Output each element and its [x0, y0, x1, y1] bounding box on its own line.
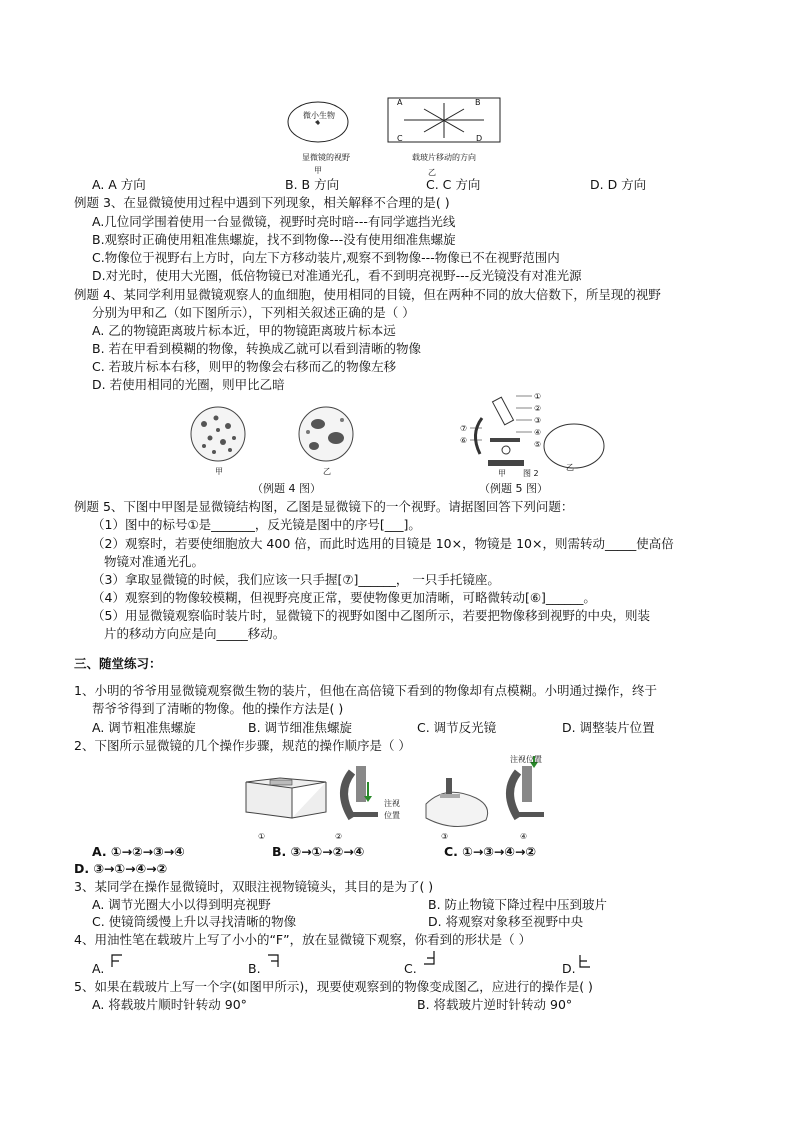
p4-stem: 4、用油性笔在载玻片上写了小小的“F”，放在显微镜下观察，你看到的形状是（ ） [74, 932, 532, 947]
fig5-num-1: ① [534, 392, 542, 401]
p1-option-b: B. 调节细准焦螺旋 [248, 720, 353, 735]
step-label-3: ③ [441, 832, 449, 841]
p2-option-d: D. ③→①→④→② [74, 861, 168, 876]
blood-field-yi [299, 407, 353, 461]
step4-text: 注视位置 [510, 755, 542, 764]
ex4-d: D. 若使用相同的光圈，则甲比乙暗 [92, 377, 285, 392]
letter-d: D [476, 134, 483, 143]
f-shape-b-icon [266, 954, 280, 968]
ex4-c: C. 若玻片标本右移，则甲的物像会右移而乙的物像左移 [92, 359, 397, 374]
f-shape-c-icon [422, 950, 436, 966]
p3-stem: 3、某同学在操作显微镜时，双眼注视物镜镜头，其目的是为了( ) [74, 879, 434, 894]
ex5-stem: 例题 5、下图中甲图是显微镜结构图，乙图是显微镜下的一个视野。请据图回答下列问题： [74, 499, 574, 514]
step-label-2: ② [335, 832, 343, 841]
ex4-b: B. 若在甲看到模糊的物像，转换成乙就可以看到清晰的物像 [92, 341, 422, 356]
fig4-caption: （例题 4 图） [252, 482, 321, 495]
fig5-num-4: ④ [534, 428, 542, 437]
section-3-title: 三、随堂练习： [74, 656, 162, 671]
fig5-num-7: ⑦ [460, 424, 468, 433]
fig5-caption: （例题 5 图） [479, 482, 548, 495]
ex3-a: A.几位同学围着使用一台显微镜，视野时亮时暗---有同学遮挡光线 [92, 214, 456, 229]
ex3-option-b: B. B 方向 [285, 177, 340, 192]
f-shape-a-icon [110, 954, 124, 968]
p3-option-b: B. 防止物镜下降过程中压到玻片 [428, 897, 608, 912]
ex3-d: D.对光时，使用大光圈，低倍物镜已对准通光孔，看不到明亮视野---反光镜没有对准光源 [92, 268, 582, 283]
step-label-1: ① [258, 832, 266, 841]
ex3-c: C.物像位于视野右上方时，向左下方移动装片,观察不到物像---物像已不在视野范围内 [92, 250, 560, 265]
step-label-4: ④ [520, 832, 528, 841]
ex5-q5a: （5）用显微镜观察临时装片时，显微镜下的视野如图中乙图所示，若要把物像移到视野的中央，则装 [92, 608, 650, 623]
letter-b: B [475, 98, 481, 107]
p3-option-d: D. 将观察对象移至视野中央 [428, 914, 584, 929]
p2-option-a: A. ①→②→③→④ [92, 844, 185, 859]
jia-caption: 显微镜的视野 [302, 153, 350, 162]
fig5-num-3: ③ [534, 416, 542, 425]
p1-option-d: D. 调整装片位置 [562, 720, 655, 735]
ex3-option-a: A. A 方向 [92, 177, 146, 192]
p2-option-c: C. ①→③→④→② [444, 844, 537, 859]
fig5-yi: 乙 [566, 463, 574, 472]
f-shape-d-icon [578, 954, 592, 968]
figure-operation-steps [240, 752, 570, 844]
letter-a: A [397, 98, 403, 107]
fig4-jia: 甲 [215, 467, 223, 476]
p5-option-a: A. 将载玻片顺时针转动 90° [92, 997, 247, 1012]
p5-stem: 5、如果在载玻片上写一个字(如图甲所示)，现要使观察到的物像变成图乙，应进行的操作是( ) [74, 979, 593, 994]
p3-option-c: C. 使镜筒缓慢上升以寻找清晰的物像 [92, 914, 297, 929]
p1-option-c: C. 调节反光镜 [417, 720, 497, 735]
yi-caption: 载玻片移动的方向 [412, 153, 476, 162]
fig5-jia: 甲 [498, 469, 506, 478]
letter-c: C [397, 134, 403, 143]
blood-field-jia [191, 407, 245, 461]
yi-label: 乙 [428, 168, 436, 177]
ex5-q1: （1）图中的标号①是_______，反光镜是图中的序号[___]。 [92, 517, 421, 532]
figure-microscope [452, 388, 632, 478]
p1-option-a: A. 调节粗准焦螺旋 [92, 720, 196, 735]
p4-option-a: A. [92, 961, 105, 976]
ex5-q2b: 物镜对准通光孔。 [104, 554, 205, 569]
fig5-num-6: ⑥ [460, 436, 468, 445]
fig4-yi: 乙 [323, 467, 331, 476]
view-field-yi [544, 424, 604, 468]
ex5-q2a: （2）观察时，若要使细胞放大 400 倍，而此时选用的目镜是 10×，物镜是 10×，则需转动_____使高倍 [92, 536, 674, 551]
p4-option-d: D. [562, 961, 576, 976]
p4-option-c: C. [404, 961, 417, 976]
fig5-num-2: ② [534, 404, 542, 413]
ex5-q3: （3）拿取显微镜的时候，我们应该一只手握[⑦]______， 一只手托镜座。 [92, 572, 500, 587]
fig5-num-5: ⑤ [534, 440, 542, 449]
ex5-q5b: 片的移动方向应是向_____移动。 [104, 626, 286, 641]
ex3-stem: 例题 3、在显微镜使用过程中遇到下列现象，相关解释不合理的是( ) [74, 195, 450, 210]
ex3-b: B.观察时正确使用粗准焦螺旋，找不到物像---没有使用细准焦螺旋 [92, 232, 456, 247]
ex3-option-d: D. D 方向 [590, 177, 647, 192]
p3-option-a: A. 调节光圈大小以得到明亮视野 [92, 897, 271, 912]
ex4-stem-1: 例题 4、某同学利用显微镜观察人的血细胞，使用相同的目镜，但在两种不同的放大倍数下，所呈现的视野 [74, 287, 661, 302]
p2-option-b: B. ③→①→②→④ [272, 844, 365, 859]
fig5-fig2: 图 2 [523, 469, 539, 478]
p5-option-b: B. 将载玻片逆时针转动 90° [417, 997, 573, 1012]
step2-text-zhushi: 注视 [384, 799, 400, 808]
p2-stem: 2、下图所示显微镜的几个操作步骤，规范的操作顺序是（ ） [74, 738, 411, 753]
ex4-a: A. 乙的物镜距离玻片标本近，甲的物镜距离玻片标本远 [92, 323, 396, 338]
step4-microscope [510, 772, 518, 818]
figure-blood-cells [190, 400, 370, 470]
ex5-q4: （4）观察到的物像较模糊，但视野亮度正常，要使物像更加清晰，可略微转动[⑥]______。 [92, 590, 596, 605]
jia-label: 甲 [314, 166, 322, 175]
step2-text-weizhi: 位置 [384, 811, 400, 820]
jia-oval-text: 微小生物 [303, 111, 335, 120]
p1-stem-2: 帮爷爷得到了清晰的物像。他的操作方法是( ) [92, 701, 344, 716]
step2-microscope [344, 772, 352, 818]
p4-option-b: B. [248, 961, 261, 976]
p1-stem-1: 1、小明的爷爷用显微镜观察微生物的装片，但他在高倍镜下看到的物像却有点模糊。小明通过操作，终于 [74, 683, 657, 698]
ex4-stem-2: 分别为甲和乙（如下图所示），下列相关叙述正确的是（ ） [92, 305, 415, 320]
ex3-option-c: C. C 方向 [426, 177, 481, 192]
